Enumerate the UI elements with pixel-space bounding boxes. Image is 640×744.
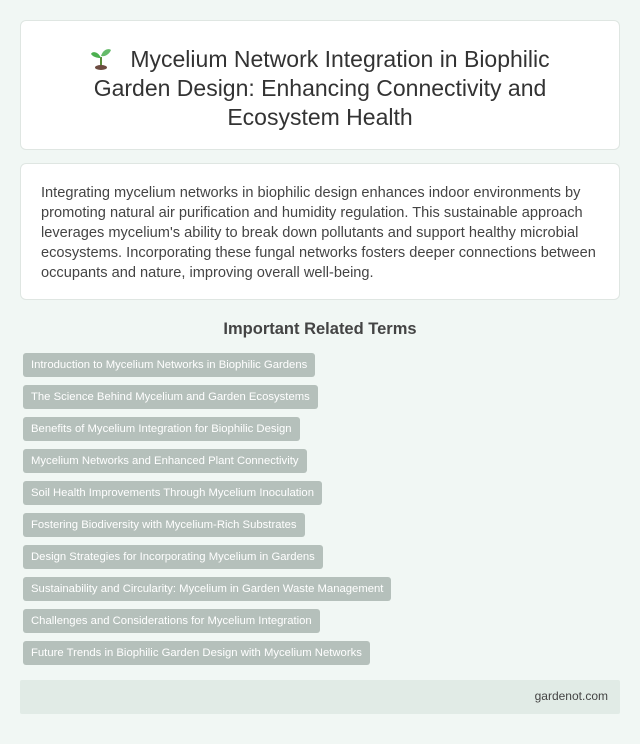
related-term-tag[interactable]: Benefits of Mycelium Integration for Biophilic Design <box>23 417 300 441</box>
related-term-tag[interactable]: Mycelium Networks and Enhanced Plant Connectivity <box>23 449 307 473</box>
related-term-tag[interactable]: Challenges and Considerations for Mycelium Integration <box>23 609 320 633</box>
related-term-tag[interactable]: Introduction to Mycelium Networks in Biophilic Gardens <box>23 353 315 377</box>
related-terms-list <box>23 353 391 673</box>
seedling-icon <box>90 46 112 70</box>
related-term-tag[interactable]: Soil Health Improvements Through Mycelium Inoculation <box>23 481 322 505</box>
related-term-tag[interactable]: Design Strategies for Incorporating Mycelium in Gardens <box>23 545 323 569</box>
related-term-tag[interactable]: Fostering Biodiversity with Mycelium-Rich Substrates <box>23 513 305 537</box>
related-term-tag[interactable]: The Science Behind Mycelium and Garden Ecosystems <box>23 385 318 409</box>
page-title <box>21 45 619 132</box>
title-card <box>20 20 620 150</box>
footer-site-link[interactable]: gardenot.com <box>534 689 608 703</box>
footer-bar <box>20 680 620 714</box>
summary-card <box>20 163 620 300</box>
page-title-text: Mycelium Network Integration in Biophilic Garden Design: Enhancing Connectivity and Ecosystem Health <box>93 46 550 130</box>
related-term-tag[interactable]: Future Trends in Biophilic Garden Design with Mycelium Networks <box>23 641 370 665</box>
summary-text: Integrating mycelium networks in biophilic design enhances indoor environments by promoting natural air purification and humidity regulation. This sustainable approach leverages mycelium's ability to break down pollutants and support healthy microbial ecosystems. Incorporating these fungal networks fosters deeper connections between occupants and nature, improving overall well-being. <box>41 185 596 281</box>
related-terms-heading: Important Related Terms <box>223 320 417 338</box>
related-term-tag[interactable]: Sustainability and Circularity: Mycelium in Garden Waste Management <box>23 577 391 601</box>
